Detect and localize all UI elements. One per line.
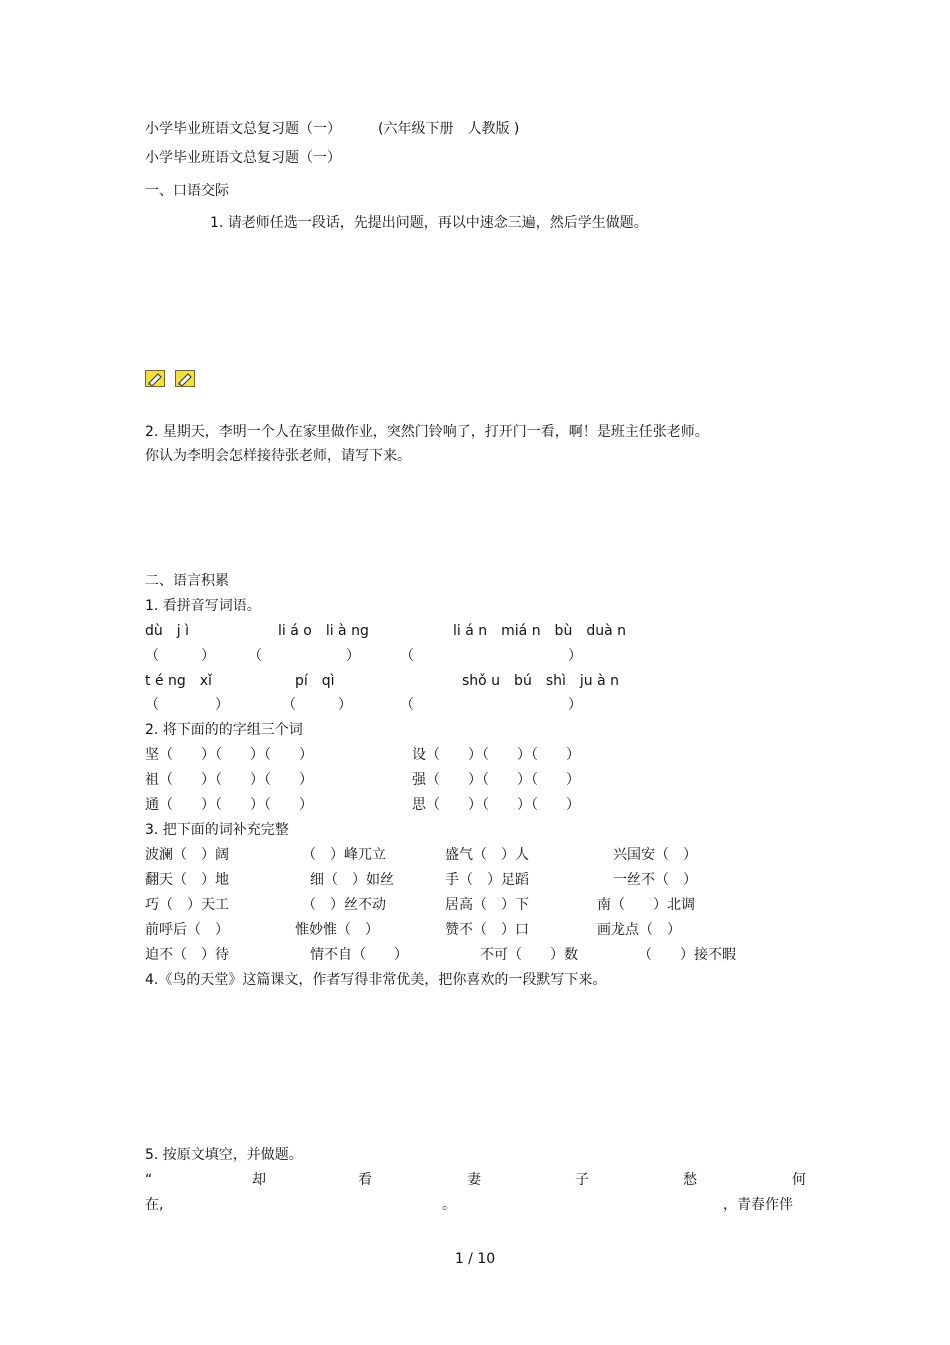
- idiom-item: 一丝不（ ）: [613, 872, 697, 888]
- question-2-5-title: 5. 按原文填空，并做题。: [145, 1147, 303, 1163]
- idiom-item: 波澜（ ）阔: [145, 847, 229, 863]
- pinyin-item: pí qì: [295, 673, 335, 689]
- pinyin-item: dù j ì: [145, 623, 189, 639]
- answer-brackets: （ ）: [145, 697, 229, 713]
- answer-brackets: （ ）: [248, 648, 360, 664]
- question-1-1: 1. 请老师任选一段话，先提出问题，再以中速念三遍，然后学生做题。: [210, 215, 648, 231]
- idiom-item: 迫不（ ）待: [145, 947, 229, 963]
- idiom-item: （ ）峰兀立: [302, 847, 386, 863]
- idiom-item: 居高（ ）下: [445, 897, 529, 913]
- answer-brackets: （ ）: [145, 648, 215, 664]
- idiom-item: 兴国安（ ）: [613, 847, 697, 863]
- pinyin-item: li á o li à ng: [278, 623, 369, 639]
- pinyin-item: t é ng xǐ: [145, 673, 212, 689]
- word-group-row: 设（ ）（ ）（ ）: [412, 747, 580, 763]
- idiom-item: 翻天（ ）地: [145, 872, 229, 888]
- poem-char: 妻: [467, 1172, 481, 1188]
- section-heading-language: 二、语言积累: [145, 573, 229, 589]
- question-2-2-title: 2. 将下面的的字组三个词: [145, 722, 303, 738]
- section-heading-oral: 一、口语交际: [145, 183, 229, 199]
- question-2-3-title: 3. 把下面的词补充完整: [145, 822, 289, 838]
- answer-brackets: （ ）: [282, 697, 352, 713]
- idiom-item: 手（ ）足蹈: [445, 872, 529, 888]
- poem-char: 愁: [683, 1172, 697, 1188]
- idiom-item: （ ）接不暇: [638, 947, 736, 963]
- question-2-1-title: 1. 看拼音写词语。: [145, 598, 261, 614]
- idiom-item: 细（ ）如丝: [310, 872, 394, 888]
- document-subtitle: 小学毕业班语文总复习题（一）: [145, 150, 341, 166]
- idiom-item: 赞不（ ）口: [445, 922, 529, 938]
- document-title: 小学毕业班语文总复习题（一）: [145, 121, 341, 137]
- word-group-row: 坚（ ）（ ）（ ）: [145, 747, 313, 763]
- idiom-item: 惟妙惟（ ）: [295, 922, 379, 938]
- poem-char: 看: [358, 1172, 372, 1188]
- poem-line-end: ，青春作伴: [723, 1197, 793, 1213]
- idiom-item: 不可（ ）数: [480, 947, 578, 963]
- answer-brackets: （ ）: [400, 697, 582, 713]
- page-number: 1 / 10: [454, 1251, 496, 1267]
- poem-char: 何: [792, 1172, 806, 1188]
- word-group-row: 通（ ）（ ）（ ）: [145, 797, 313, 813]
- poem-line-mid: 。: [442, 1197, 456, 1213]
- poem-char: 却: [252, 1172, 266, 1188]
- pencil-note-icon: [175, 370, 195, 387]
- idiom-item: 盛气（ ）人: [445, 847, 529, 863]
- word-group-row: 祖（ ）（ ）（ ）: [145, 772, 313, 788]
- poem-char: 子: [575, 1172, 589, 1188]
- answer-brackets: （ ）: [400, 648, 582, 664]
- idiom-item: 前呼后（ ）: [145, 922, 229, 938]
- poem-line-start: 在,: [145, 1197, 164, 1213]
- pinyin-item: shǒ u bú shì ju à n: [462, 673, 619, 689]
- idiom-item: 画龙点（ ）: [597, 922, 681, 938]
- pinyin-item: li á n miá n bù duà n: [453, 623, 626, 639]
- word-group-row: 强（ ）（ ）（ ）: [412, 772, 580, 788]
- word-group-row: 思（ ）（ ）（ ）: [412, 797, 580, 813]
- idiom-item: 南（ ）北调: [597, 897, 695, 913]
- idiom-item: 巧（ ）天工: [145, 897, 229, 913]
- poem-char: “: [145, 1172, 153, 1188]
- question-1-2-line2: 你认为李明会怎样接待张老师，请写下来。: [145, 448, 411, 464]
- edition-label: (六年级下册 人教版 ): [378, 121, 520, 137]
- idiom-item: 情不自（ ）: [310, 947, 408, 963]
- question-2-4: 4.《鸟的天堂》这篇课文，作者写得非常优美，把你喜欢的一段默写下来。: [145, 972, 607, 988]
- pencil-note-icon: [145, 370, 165, 387]
- idiom-item: （ ）丝不动: [302, 897, 386, 913]
- question-1-2-line1: 2. 星期天，李明一个人在家里做作业，突然门铃响了，打开门一看，啊！是班主任张老师。: [145, 424, 709, 440]
